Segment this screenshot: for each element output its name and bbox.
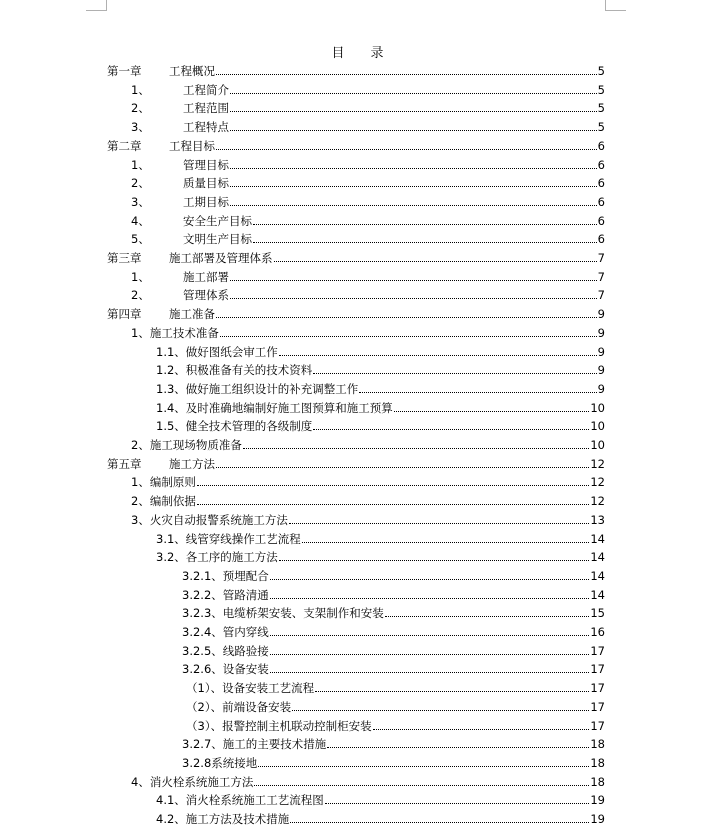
toc-entry-label: 4、消火栓系统施工方法 [131,774,254,789]
toc-entry-page-number: 6 [597,194,605,209]
toc-entry-label: 3.2.4、管内穿线 [182,625,269,639]
toc-dot-leader [274,261,597,262]
toc-dot-leader [270,654,590,655]
toc-entry[interactable] [107,305,605,323]
toc-entry-label: 3、火灾自动报警系统施工方法 [131,512,288,527]
toc-entry[interactable] [131,511,605,529]
toc-entry[interactable] [131,773,605,791]
toc-dot-leader [315,691,589,692]
toc-entry-number: 2、 [131,101,150,116]
toc-entry-label: 3.2.3、电缆桥架安装、支架制作和安装 [182,606,384,621]
toc-entry[interactable] [131,230,605,248]
toc-entry-number: 第一章 [107,64,142,78]
toc-entry-page-number: 16 [590,625,605,639]
toc-entry-page-number: 7 [597,288,605,303]
toc-entry-page-number: 18 [590,774,605,789]
toc-entry-page-number: 18 [590,737,605,752]
toc-entry-number: 1、 [131,269,150,284]
toc-entry-page-number: 17 [590,662,605,677]
toc-dot-leader [270,635,590,636]
toc-dot-leader [230,298,597,299]
toc-entry-label: 3.2.2、管路清通 [182,587,269,602]
toc-dot-leader [253,242,597,243]
toc-dot-leader [313,429,589,430]
toc-entry-label: （1）、设备安装工艺流程 [186,681,315,696]
toc-dot-leader [270,672,590,673]
toc-entry-label: 3.2.5、线路验接 [182,643,269,658]
toc-entry-number: 3、 [131,194,150,209]
toc-entry-label: 1、编制原则 [131,475,196,490]
toc-entry-label: 1.1、做好图纸会审工作 [156,344,278,359]
toc-entry[interactable] [131,492,605,510]
toc-entry[interactable] [182,660,605,678]
toc-dot-leader [230,280,597,281]
toc-entry-page-number: 12 [590,456,605,471]
toc-entry-page-number: 6 [597,157,605,172]
toc-entry[interactable] [156,343,605,361]
toc-entry-label: 施工部署及管理体系 [169,251,273,265]
toc-entry[interactable] [186,698,605,716]
toc-entry[interactable] [156,810,605,828]
toc-entry-number: 第二章 [107,138,142,153]
toc-entry-page-number: 6 [597,176,605,191]
toc-entry-label: 工程简介 [183,82,229,97]
toc-entry[interactable] [131,212,605,230]
toc-entry[interactable] [131,473,605,491]
toc-dot-leader [394,411,590,412]
toc-entry-page-number: 9 [597,344,605,359]
toc-entry-label: 3.2.6、设备安装 [182,662,269,677]
toc-dot-leader [216,467,589,468]
toc-entry[interactable] [182,735,605,753]
toc-dot-leader [230,111,597,112]
toc-entry-page-number: 9 [597,381,605,396]
toc-entry-page-number: 17 [590,643,605,658]
toc-title-char-2: 录 [370,46,384,61]
toc-entry-label: 3.2.1、预埋配合 [182,568,269,583]
toc-entry-page-number: 13 [590,512,605,527]
toc-dot-leader [230,205,597,206]
toc-dot-leader [243,448,590,449]
toc-entry-page-number: 14 [590,531,605,546]
toc-entry-page-number: 18 [590,755,605,770]
toc-entry-label: 1.3、做好施工组织设计的补充调整工作 [156,381,359,396]
toc-entry-page-number: 14 [590,587,605,602]
toc-entry-label: 施工准备 [169,307,215,322]
toc-entry[interactable] [156,417,605,435]
toc-entry-label: 1.2、积极准备有关的技术资料 [156,363,313,378]
toc-entry[interactable] [182,604,605,622]
toc-entry-label: 质量目标 [183,176,229,191]
toc-dot-leader [253,224,597,225]
toc-entry[interactable] [131,436,605,454]
toc-entry-page-number: 17 [590,681,605,696]
toc-entry-page-number: 9 [597,307,605,322]
toc-entry-page-number: 19 [590,793,605,808]
toc-dot-leader [302,542,590,543]
toc-entry-page-number: 6 [597,232,605,247]
toc-entry[interactable] [107,455,605,473]
toc-entry-label: 1.4、及时准确地编制好施工图预算和施工预算 [156,400,393,415]
toc-entry-page-number: 7 [597,269,605,284]
toc-dot-leader [327,747,589,748]
toc-entry[interactable] [182,623,605,641]
toc-entry-page-number: 7 [597,251,605,265]
toc-dot-leader [279,355,597,356]
toc-dot-leader [289,523,590,524]
toc-entry-label: 施工部署 [183,269,229,284]
toc-entry[interactable] [131,118,605,136]
toc-entry-label: 管理目标 [183,157,229,172]
toc-entry-label: 文明生产目标 [183,232,252,247]
toc-dot-leader [230,93,597,94]
toc-entry-number: 第四章 [107,307,142,322]
toc-entry-page-number: 10 [590,438,605,452]
toc-entry-label: 1.5、健全技术管理的各级制度 [156,419,313,434]
toc-dot-leader [270,598,590,599]
toc-dot-leader [313,373,596,374]
toc-entry[interactable] [131,81,605,99]
toc-dot-leader [230,130,597,131]
toc-title-char-1: 目 [331,46,345,61]
toc-entry-page-number: 15 [590,606,605,621]
toc-entry[interactable] [156,380,605,398]
toc-entry-page-number: 19 [590,812,605,826]
toc-entry[interactable] [186,679,605,697]
toc-entry-page-number: 12 [590,494,605,509]
toc-entry-label: 安全生产目标 [183,213,252,228]
toc-entry-number: 第五章 [107,456,142,471]
toc-entry-label: 2、编制依据 [131,494,196,509]
toc-entry-page-number: 9 [597,363,605,378]
toc-entry-label: 2、施工现场物质准备 [131,438,242,452]
toc-entry-page-number: 10 [590,400,605,415]
toc-entry[interactable] [131,174,605,192]
toc-dot-leader [254,785,589,786]
toc-dot-leader [258,766,589,767]
toc-entry-label: （3）、报警控制主机联动控制柜安装 [186,718,372,733]
toc-entry[interactable] [131,268,605,286]
toc-dot-leader [290,822,589,823]
toc-dot-leader [359,392,596,393]
toc-entry[interactable] [131,286,605,304]
toc-entry-label: 工程目标 [169,138,215,153]
toc-dot-leader [292,710,589,711]
toc-dot-leader [197,485,590,486]
toc-entry-page-number: 14 [590,568,605,583]
toc-entry-page-number: 5 [597,101,605,116]
toc-entry[interactable] [107,137,605,155]
toc-dot-leader [325,803,590,804]
toc-entry-page-number: 5 [597,64,605,78]
toc-entry-number: 第三章 [107,251,142,265]
toc-entry[interactable] [156,399,605,417]
toc-entry-number: 4、 [131,213,150,228]
toc-entry-page-number: 10 [590,419,605,434]
toc-entry-page-number: 9 [597,325,605,340]
page-corner-mark-right [605,0,626,11]
toc-title [0,42,715,61]
toc-entry[interactable] [182,642,605,660]
toc-dot-leader [216,74,597,75]
toc-entry-label: 工程范围 [183,101,229,116]
toc-entry-label: 4.1、消火栓系统施工工艺流程图 [156,793,324,808]
toc-entry[interactable] [131,324,605,342]
toc-dot-leader [270,579,590,580]
toc-entry[interactable] [182,754,605,772]
toc-entry-label: 3.2.7、施工的主要技术措施 [182,737,327,752]
toc-dot-leader [385,616,590,617]
toc-dot-leader [230,168,597,169]
toc-entry[interactable] [107,62,605,80]
toc-entry[interactable] [156,791,605,809]
toc-entry[interactable] [182,586,605,604]
toc-dot-leader [220,336,597,337]
toc-entry-label: 工程特点 [183,120,229,135]
toc-entry-page-number: 6 [597,138,605,153]
toc-entry-label: 1、施工技术准备 [131,325,219,340]
toc-entry-page-number: 5 [597,82,605,97]
toc-entry-page-number: 14 [590,550,605,565]
toc-entry-label: 3.2、各工序的施工方法 [156,550,278,565]
toc-entry[interactable] [131,156,605,174]
toc-entry-page-number: 6 [597,213,605,228]
toc-dot-leader [279,560,590,561]
page-corner-mark-left [86,0,107,11]
toc-entry[interactable] [156,361,605,379]
toc-entry-number: 2、 [131,176,150,191]
toc-entry-label: 3.1、线管穿线操作工艺流程 [156,531,301,546]
toc-entry-page-number: 5 [597,120,605,135]
toc-entry-label: 工程概况 [169,64,215,78]
toc-entry-number: 1、 [131,82,150,97]
toc-entry-label: 管理体系 [183,288,229,303]
toc-entry-label: 3.2.8系统接地 [182,755,258,770]
toc-dot-leader [373,729,590,730]
toc-dot-leader [197,504,590,505]
toc-entry-page-number: 17 [590,699,605,714]
toc-entry[interactable] [156,548,605,566]
toc-dot-leader [216,317,597,318]
toc-entry[interactable] [131,193,605,211]
toc-entry-number: 2、 [131,288,150,303]
toc-entry[interactable] [182,567,605,585]
toc-entry-number: 5、 [131,232,150,247]
toc-entry-number: 1、 [131,157,150,172]
toc-entry-number: 3、 [131,120,150,135]
toc-entry-label: 工期目标 [183,194,229,209]
toc-entry-label: （2）、前端设备安装 [186,699,292,714]
toc-dot-leader [230,186,597,187]
toc-entry-label: 4.2、施工方法及技术措施 [156,812,290,826]
toc-dot-leader [216,149,597,150]
toc-entry[interactable] [186,717,605,735]
toc-entry[interactable] [107,249,605,267]
toc-entry[interactable] [131,99,605,117]
toc-entry-label: 施工方法 [169,456,215,471]
toc-entry-page-number: 12 [590,475,605,490]
toc-entry-page-number: 17 [590,718,605,733]
toc-entry[interactable] [156,530,605,548]
